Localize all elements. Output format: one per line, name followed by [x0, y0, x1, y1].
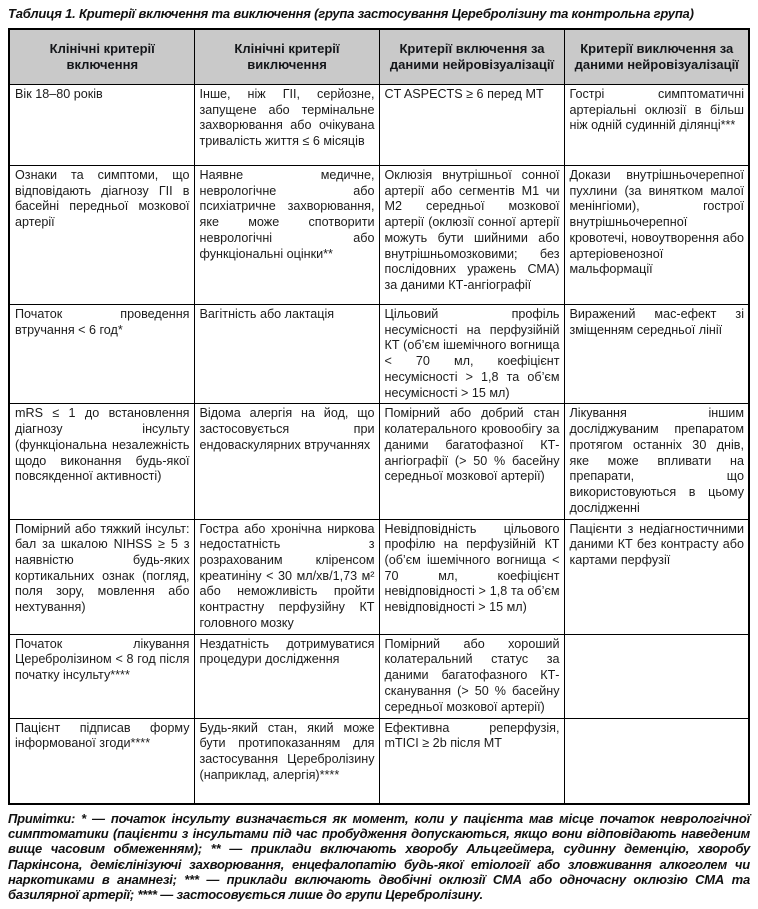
cell: Ефективна реперфузія, mTICI ≥ 2b після МТ — [379, 718, 564, 804]
cell: Нездатність дотримуватися процедури дослідження — [194, 634, 379, 718]
table-row — [9, 85, 749, 166]
cell: Ознаки та симптоми, що відповідають діагнозу ГІІ в басейні передньої мозкової артерії — [9, 166, 194, 305]
cell: Докази внутрішньочерепної пухлини (за винятком малої менінгіоми), гострої внутрішньочерепної кровотечі, новоутворення або артеріовенозної мальформації — [564, 166, 749, 305]
header-row — [9, 29, 749, 85]
header-cell-clinical-exclusion: Клінічні критерії виключення — [194, 29, 379, 85]
header-cell-imaging-exclusion: Критерії виключення за даними нейровізуалізації — [564, 29, 749, 85]
table-footnotes: Примітки: * — початок інсульту визначається як момент, коли у пацієнта мав місце початок неврологічної симптоматики (пацієнти з інсультами під час пробудження допускаються, якщо вони відповідають наведеним вище часовим обмеженням); ** — приклади включають хворобу Альцгеймера, судинну деменцію, хворобу Паркінсона, демієлінізуючі захворювання, енцефалопатію будь-якої етіології або зловживання алкоголем чи наркотиками в анамнезі; *** — приклади включають двобічні оклюзії СМА або одночасну оклюзію СМА та базилярної артерії; **** — застосовується лише до групи Церебролізину. — [8, 810, 750, 903]
cell: Пацієнт підписав форму інформованої згоди**** — [9, 718, 194, 804]
cell — [564, 718, 749, 804]
cell: Відома алергія на йод, що застосовується при ендоваскулярних втручаннях — [194, 404, 379, 519]
table-row — [9, 519, 749, 634]
cell: Гострі симптоматичні артеріальні оклюзії в більш ніж одній судинній ділянці*** — [564, 85, 749, 166]
table-body — [9, 85, 749, 804]
table-row — [9, 305, 749, 404]
cell: Виражений мас-ефект зі зміщенням середньої лінії — [564, 305, 749, 404]
cell: Помірний або тяжкий інсульт: бал за шкалою NIHSS ≥ 5 з наявністю будь-яких кортикальних ознак (погляд, поля зору, мовлення або нехтування) — [9, 519, 194, 634]
cell: Початок лікування Церебролізином < 8 год після початку інсульту**** — [9, 634, 194, 718]
cell: Гостра або хронічна ниркова недостатність з розрахованим кліренсом креатиніну < 30 мл/хв/1,73 м² або неможливість пройти контрастну перфузійну КТ головного мозку — [194, 519, 379, 634]
cell: Вік 18–80 років — [9, 85, 194, 166]
criteria-table — [8, 28, 750, 805]
cell: Пацієнти з недіагностичними даними КТ без контрасту або картами перфузії — [564, 519, 749, 634]
cell: mRS ≤ 1 до встановлення діагнозу інсульту (функціональна незалежність щодо виконання будь-якої повсякденної активності) — [9, 404, 194, 519]
header-cell-imaging-inclusion: Критерії включення за даними нейровізуалізації — [379, 29, 564, 85]
header-cell-clinical-inclusion: Клінічні критерії включення — [9, 29, 194, 85]
cell: Невідповідність цільового профілю на перфузійній КТ (об’єм ішемічного вогнища < 70 мл, коефіцієнт невідповідності > 1,8 та об’єм невідповідності > 15 мл) — [379, 519, 564, 634]
cell: Цільовий профіль несумісності на перфузійній КТ (об’єм ішемічного вогнища < 70 мл, коефіцієнт несумісності > 1,8 та об’єм несумісності > 15 мл) — [379, 305, 564, 404]
table-row — [9, 166, 749, 305]
cell: Оклюзія внутрішньої сонної артерії або сегментів М1 чи М2 середньої мозкової артерії (оклюзії сонної артерії можуть бути шийними або внутрішньомозковими; без послідовних уражень СМА) за даними КТ-ангіографії — [379, 166, 564, 305]
cell: Лікування іншим досліджуваним препаратом протягом останніх 30 днів, яке може впливати на препарати, що використовуються в цьому дослідженні — [564, 404, 749, 519]
cell: Помірний або добрий стан колатерального кровообігу за даними багатофазної КТ-ангіографії (> 50 % басейну середньої мозкової артерії) — [379, 404, 564, 519]
table-title: Таблиця 1. Критерії включення та виключення (група застосування Церебролізину та контрольна група) — [8, 6, 694, 21]
cell: Початок проведення втручання < 6 год* — [9, 305, 194, 404]
cell — [564, 634, 749, 718]
table-row — [9, 404, 749, 519]
cell: Будь-який стан, який може бути протипоказанням для застосування Церебролізину (наприклад, алергія)**** — [194, 718, 379, 804]
table-header — [9, 29, 749, 85]
cell: Вагітність або лактація — [194, 305, 379, 404]
cell: CT ASPECTS ≥ 6 перед МТ — [379, 85, 564, 166]
cell: Інше, ніж ГІІ, серйозне, запущене або термінальне захворювання або очікувана тривалість життя ≤ 6 місяців — [194, 85, 379, 166]
table-row — [9, 718, 749, 804]
cell: Помірний або хороший колатеральний статус за даними багатофазного КТ-сканування (> 50 % басейну середньої мозкової артерії) — [379, 634, 564, 718]
cell: Наявне медичне, неврологічне або психіатричне захворювання, яке може спотворити неврологічні або функціональні оцінки** — [194, 166, 379, 305]
table-row — [9, 634, 749, 718]
